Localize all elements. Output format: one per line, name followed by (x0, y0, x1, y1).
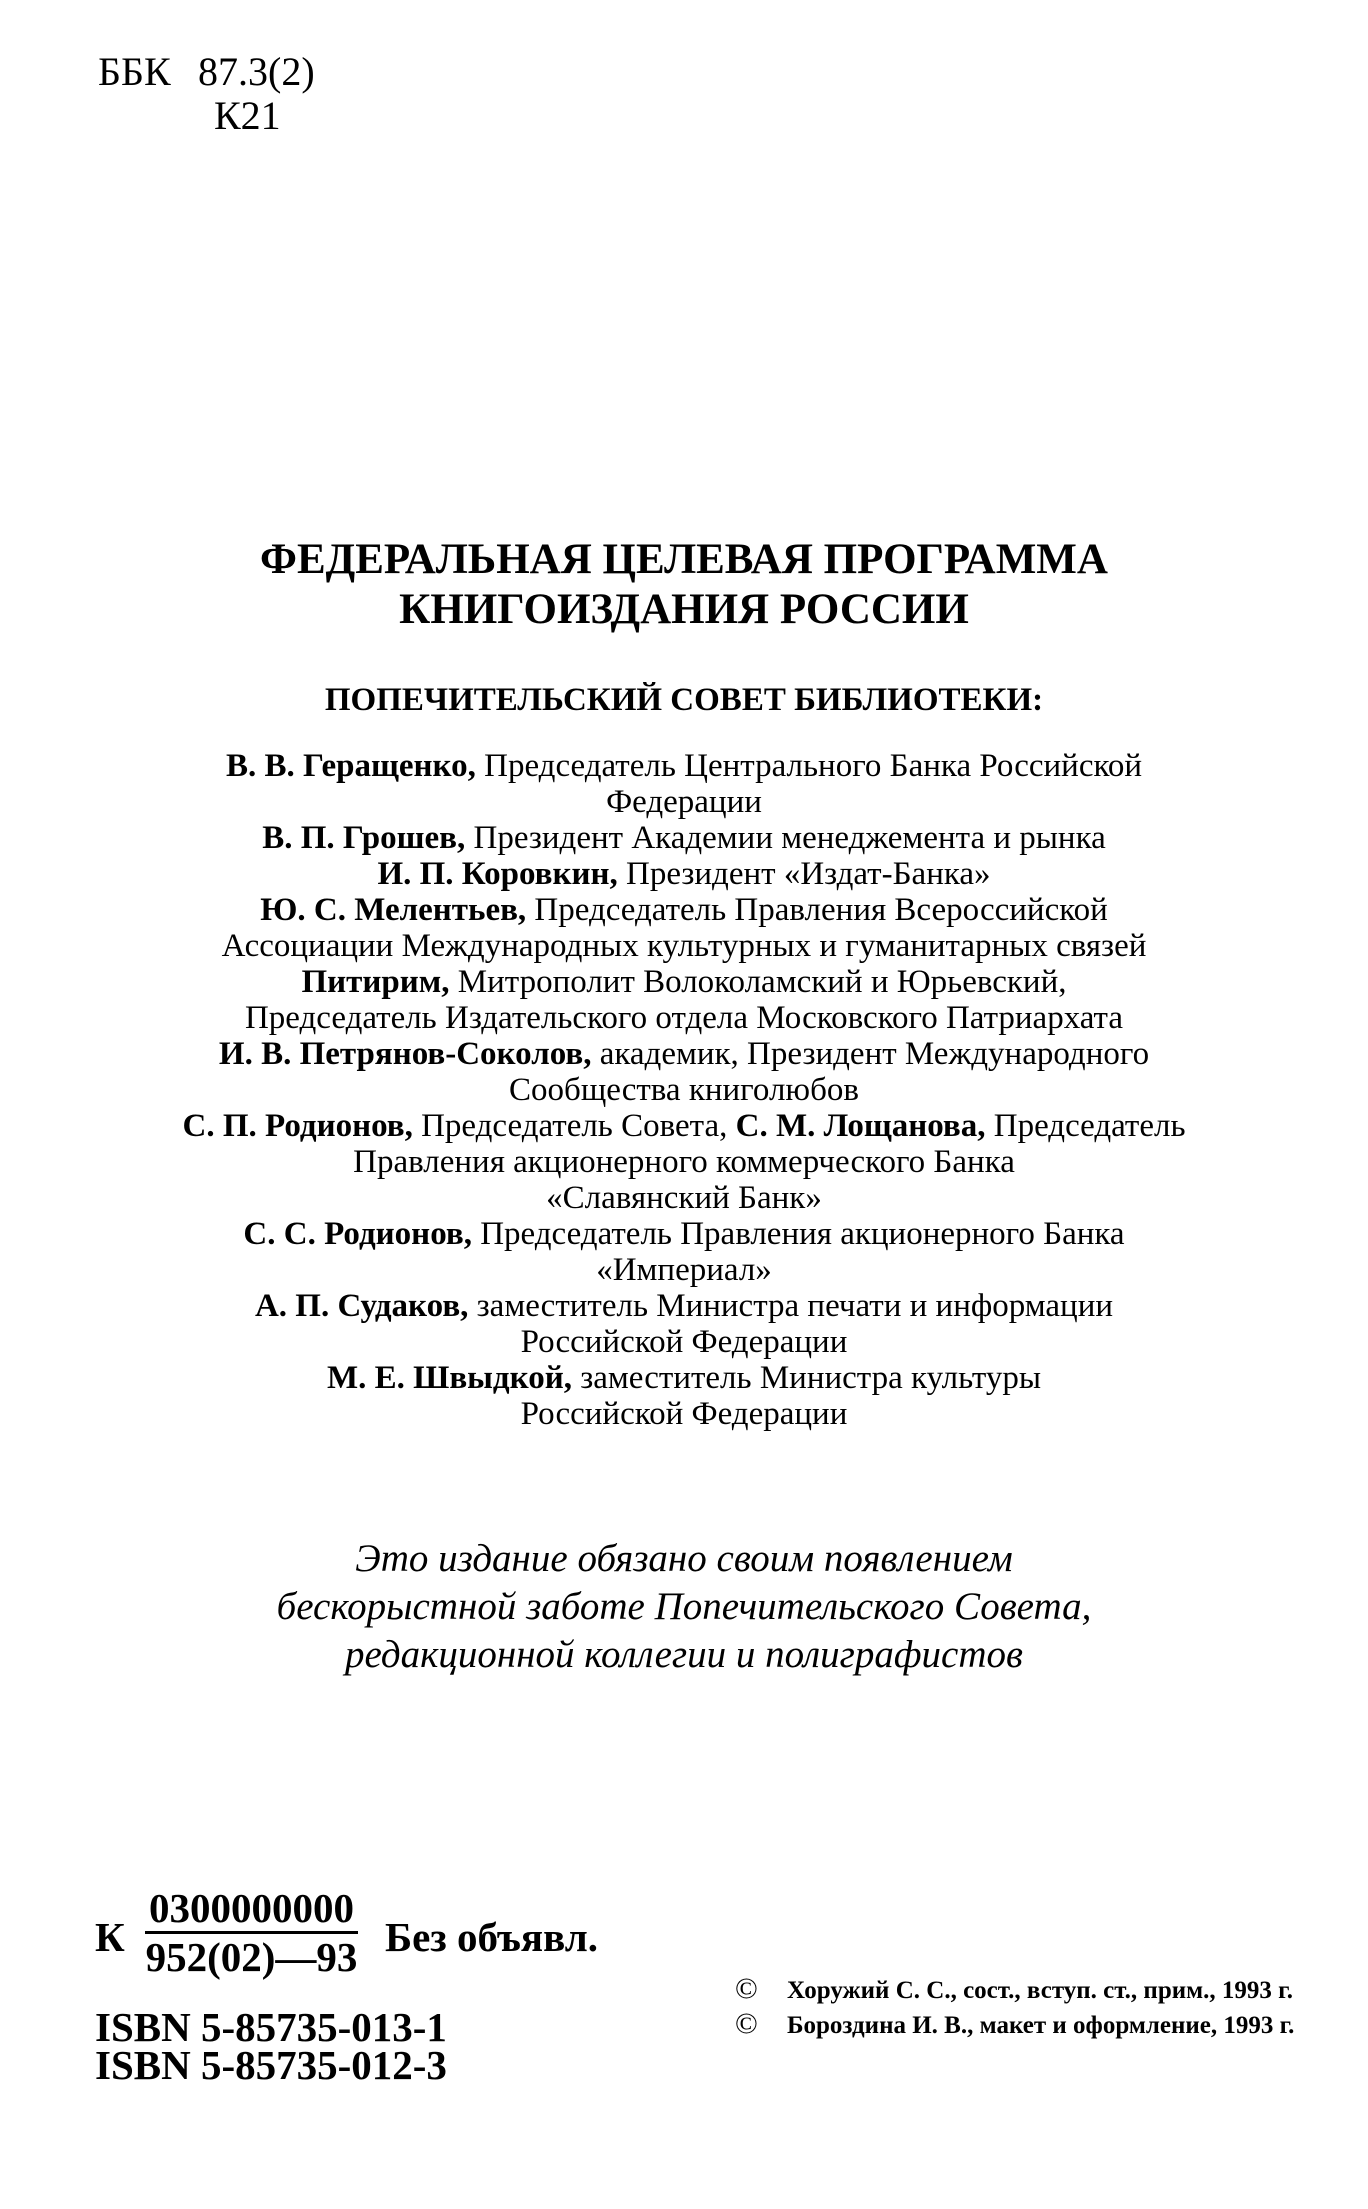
member-role-cont: Ассоциации Международных культурных и гуманитарных связей (221, 928, 1147, 964)
member-role-cont: Сообщества книголюбов (509, 1072, 859, 1108)
copyright-sign: © (735, 1972, 758, 2005)
dedication-line: Это издание обязано своим появлением (355, 1537, 1013, 1580)
bbk-code: 87.3(2) (198, 49, 315, 94)
member-role-cont: «Славянский Банк» (546, 1180, 822, 1216)
dedication (0, 1535, 1368, 1679)
member-role: Митрополит Волоколамский и Юрьевский, (449, 964, 1067, 1000)
dedication-line: редакционной коллегии и полиграфистов (345, 1633, 1023, 1676)
isbn-line: ISBN 5-85735-012-3 (95, 2042, 447, 2088)
program-title-line: ФЕДЕРАЛЬНАЯ ЦЕЛЕВАЯ ПРОГРАММА (260, 536, 1108, 583)
member-entry (0, 748, 1368, 820)
member-name: С. П. Родионов, (182, 1108, 413, 1144)
classification-numerator: 0300000000 (145, 1885, 358, 1934)
member-role: Президент «Издат-Банка» (617, 856, 991, 892)
member-role-cont: Председатель Издательского отдела Московского Патриархата (244, 1000, 1124, 1036)
member-entry (0, 1036, 1368, 1108)
price-note: Без объявл. (385, 1914, 598, 1960)
copyright-entry (735, 1972, 1295, 2005)
classification-denominator: 952(02)—93 (145, 1934, 358, 1980)
member-entry (0, 892, 1368, 964)
bbk-block (98, 50, 315, 138)
bbk-label: ББК (98, 49, 171, 94)
copyright-entry (735, 2007, 1295, 2040)
member-role: Председатель (985, 1108, 1186, 1144)
member-entry (0, 856, 1368, 892)
member-role: заместитель Министра культуры (571, 1360, 1042, 1396)
member-role: академик, Президент Международного (591, 1036, 1150, 1072)
member-name: В. П. Грошев, (262, 820, 466, 856)
member-name: В. В. Геращенко, (226, 748, 476, 784)
member-role: заместитель Министра печати и информации (468, 1288, 1114, 1324)
member-role-cont: Российской Федерации (520, 1324, 848, 1360)
member-name: С. С. Родионов, (243, 1216, 472, 1252)
member-role-cont: Правления акционерного коммерческого Банка (353, 1144, 1015, 1180)
classification-letter: К (95, 1914, 125, 1960)
copyright-text: Хоружий С. С., сост., вступ. ст., прим., 1993 г. (787, 1977, 1293, 2004)
member-role: Председатель Совета, (412, 1108, 736, 1144)
member-entry (0, 1360, 1368, 1432)
member-role-cont: Российской Федерации (520, 1396, 848, 1432)
member-entry (0, 964, 1368, 1036)
member-name: И. В. Петрянов-Соколов, (218, 1036, 592, 1072)
council-title: ПОПЕЧИТЕЛЬСКИЙ СОВЕТ БИБЛИОТЕКИ: (324, 682, 1044, 718)
member-role-cont: «Империал» (596, 1252, 772, 1288)
council-members (0, 748, 1368, 1432)
member-role: Президент Академии менеджемента и рынка (465, 820, 1106, 856)
member-role-cont: Федерации (606, 784, 762, 820)
member-role: Председатель Центрального Банка Российской (475, 748, 1142, 784)
copyright-sign: © (735, 2007, 758, 2040)
author-mark: К21 (214, 93, 281, 138)
member-entry (0, 820, 1368, 856)
member-role: Председатель Правления акционерного Банка (471, 1216, 1125, 1252)
copyright-block (735, 1972, 1295, 2045)
program-title-line: КНИГОИЗДАНИЯ РОССИИ (399, 586, 969, 633)
copyright-text: Бороздина И. В., макет и оформление, 1993 г. (787, 2012, 1295, 2039)
isbn-block (95, 2004, 447, 2088)
member-entry (0, 1108, 1368, 1216)
member-name: С. М. Лощанова, (735, 1108, 986, 1144)
member-entry (0, 1216, 1368, 1288)
dedication-line: бескорыстной заботе Попечительского Совета, (276, 1585, 1092, 1628)
member-name: Ю. С. Мелентьев, (260, 892, 527, 928)
classification-fraction (145, 1885, 358, 1980)
member-name: Питирим, (301, 964, 450, 1000)
member-name: М. Е. Швыдкой, (326, 1360, 572, 1396)
isbn-line: ISBN 5-85735-013-1 (95, 2004, 447, 2050)
member-entry (0, 1288, 1368, 1360)
member-name: И. П. Коровкин, (377, 856, 618, 892)
program-title (0, 535, 1368, 635)
member-name: А. П. Судаков, (254, 1288, 469, 1324)
member-role: Председатель Правления Всероссийской (526, 892, 1108, 928)
